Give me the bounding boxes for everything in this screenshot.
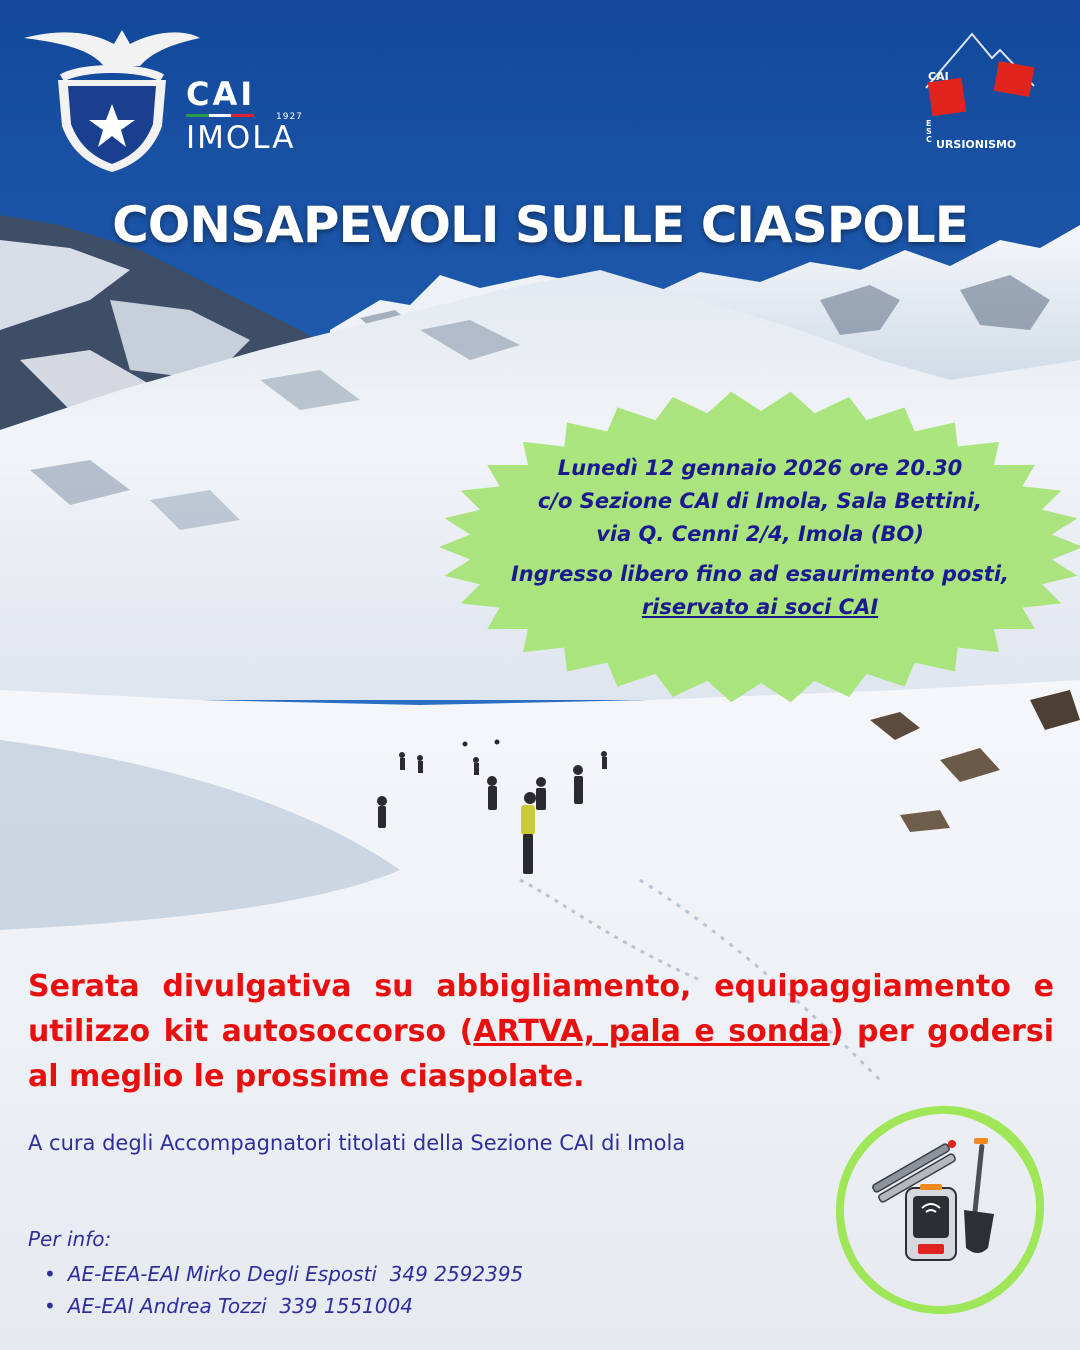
description-kit-highlight: ARTVA, pala e sonda	[473, 1014, 830, 1049]
logo-year: 1927	[276, 112, 303, 122]
avalanche-kit-illustration	[828, 1098, 1052, 1322]
info-label: Per info:	[28, 1227, 112, 1251]
cai-escursionismo-logo	[922, 30, 1042, 156]
logo-name: CAI	[186, 75, 256, 113]
curated-by: A cura degli Accompagnatori titolati della Sezione CAI di Imola	[28, 1131, 686, 1155]
esc-logo-text: URSIONISMO	[936, 138, 1017, 151]
tricolor-white	[209, 114, 232, 117]
description-outro: ) per godersi al meglio le prossime ciaspolate.	[28, 1014, 1054, 1094]
description-intro: Serata divulgativa su abbigliamento, equipaggiamento e utilizzo kit autosoccorso (	[28, 969, 1054, 1049]
contact-list	[44, 1258, 523, 1322]
tricolor-red	[231, 114, 254, 117]
event-title: CONSAPEVOLI SULLE CIASPOLE	[112, 196, 968, 254]
event-entry: Ingresso libero fino ad esaurimento posti,	[510, 562, 1010, 586]
cai-imola-wordmark	[186, 75, 303, 156]
event-venue: c/o Sezione CAI di Imola, Sala Bettini,	[537, 489, 983, 513]
event-address: via Q. Cenni 2/4, Imola (BO)	[596, 522, 924, 546]
logo-tricolor	[186, 114, 254, 117]
contact-item: • AE-EEA-EAI Mirko Degli Esposti 349 2592395	[44, 1258, 523, 1290]
contact-item: • AE-EAI Andrea Tozzi 339 1551004	[44, 1290, 523, 1322]
logo-city: IMOLA	[186, 120, 296, 156]
beacon-icon	[906, 1184, 956, 1260]
esc-logo-esc: ESC	[926, 119, 932, 144]
event-restriction: riservato ai soci CAI	[641, 595, 879, 619]
event-description	[28, 964, 1054, 1099]
tricolor-green	[186, 114, 209, 117]
eagle-shield-icon	[24, 30, 200, 172]
shovel-icon	[964, 1138, 994, 1253]
event-details	[470, 452, 1050, 624]
event-date-time: Lunedì 12 gennaio 2026 ore 20.30	[557, 456, 963, 480]
esc-logo-cai: CAI	[928, 70, 949, 83]
